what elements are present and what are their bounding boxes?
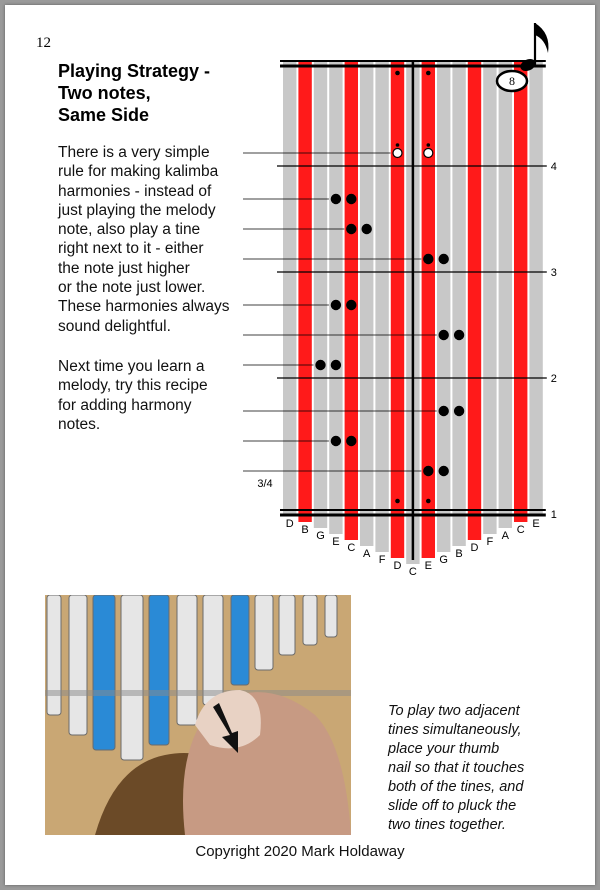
gray-tine <box>483 60 496 534</box>
caption-line: both of the tines, and <box>388 779 524 795</box>
text-line: notes. <box>58 415 101 433</box>
blue-tine <box>149 595 169 745</box>
note-dot <box>439 330 449 340</box>
text-line: rule for making kalimba <box>58 163 219 181</box>
gray-tine <box>314 60 327 528</box>
note-dot-small <box>395 499 400 504</box>
text-line: These harmonies always <box>58 298 230 316</box>
tine-note-label: D <box>393 560 402 572</box>
tine-note-label: D <box>470 542 479 554</box>
silver-tine <box>325 595 337 637</box>
silver-tine <box>303 595 317 645</box>
note-dot <box>439 466 449 476</box>
text-line: for adding harmony <box>58 396 192 414</box>
note-dot-small <box>395 71 400 76</box>
note-dot <box>454 330 464 340</box>
silver-tine <box>177 595 197 725</box>
tine-note-label: E <box>424 560 432 572</box>
text-line: melody, try this recipe <box>58 377 208 395</box>
eighth-note-flag <box>535 23 548 53</box>
gray-tine <box>452 60 465 546</box>
text-line: or the note just lower. <box>58 279 206 297</box>
note-dot <box>346 300 356 310</box>
gray-tine <box>375 60 388 552</box>
text-line: note, also play a tine <box>58 221 201 239</box>
tine-note-label: E <box>332 536 340 548</box>
note-count-label: 8 <box>509 74 515 88</box>
title-line: Same Side <box>58 105 150 125</box>
tine-note-label: C <box>347 542 356 554</box>
gray-tine <box>329 60 342 534</box>
tine-note-label: F <box>378 554 386 566</box>
thumb-technique-photo <box>45 595 351 835</box>
note-dot <box>331 360 341 370</box>
tine-note-label: A <box>363 548 371 560</box>
text-line: There is a very simple <box>58 144 210 161</box>
silver-tine <box>47 595 61 715</box>
gray-tine <box>360 60 373 546</box>
measure-number: 3 <box>550 267 557 279</box>
measure-number: 2 <box>550 373 557 385</box>
tine-note-label: F <box>486 536 494 548</box>
tine-note-label: C <box>516 524 525 536</box>
tine-note-label: B <box>455 548 463 560</box>
tine-note-label: G <box>439 554 448 566</box>
text-line: the note just higher <box>58 259 190 277</box>
open-note <box>393 149 402 158</box>
note-dot <box>454 406 464 416</box>
measure-number: 4 <box>550 161 557 173</box>
title-line: Playing Strategy - <box>58 61 211 81</box>
red-tine <box>391 60 404 558</box>
gray-tine <box>437 60 450 552</box>
gray-tine <box>529 60 542 516</box>
note-dot <box>331 300 341 310</box>
red-tine <box>298 60 311 522</box>
silver-tine <box>279 595 295 655</box>
note-dot <box>439 254 449 264</box>
tine-note-label: C <box>408 566 417 578</box>
note-dot <box>346 436 356 446</box>
text-line: right next to it - either <box>58 240 204 258</box>
caption-line: nail so that it touches <box>388 760 525 776</box>
kalimba-tablature <box>5 5 595 585</box>
note-dot <box>423 254 433 264</box>
silver-tine <box>69 595 87 735</box>
time-signature: 3/4 <box>257 478 273 490</box>
text-line: harmonies - instead of <box>58 182 212 200</box>
page-number: 12 <box>36 35 51 51</box>
note-dot <box>362 224 372 234</box>
blue-tine <box>93 595 115 750</box>
note-dot <box>423 466 433 476</box>
tine-note-label: D <box>285 518 294 530</box>
tine-note-label: B <box>301 524 309 536</box>
silver-tine <box>121 595 143 760</box>
text-line: just playing the melody <box>58 201 216 219</box>
caption-line: two tines together. <box>388 817 506 833</box>
gray-tine <box>283 60 296 516</box>
gray-tine <box>499 60 512 528</box>
text-line: Next time you learn a <box>58 358 205 375</box>
blue-tine <box>231 595 249 685</box>
caption-line: place your thumb <box>388 741 500 757</box>
open-note <box>424 149 433 158</box>
tine-note-label: A <box>501 530 509 542</box>
book-page <box>5 5 595 885</box>
caption-line: To play two adjacent <box>388 703 520 719</box>
tine-note-label: G <box>316 530 325 542</box>
title-line: Two notes, <box>58 83 151 103</box>
note-dot <box>331 194 341 204</box>
note-dot <box>346 224 356 234</box>
photo-caption <box>388 702 588 835</box>
red-tine <box>468 60 481 540</box>
tine-note-label: E <box>532 518 540 530</box>
note-dot <box>346 194 356 204</box>
silver-tine <box>203 595 223 705</box>
note-dot-small <box>427 143 431 147</box>
caption-line: slide off to pluck the <box>388 798 517 814</box>
note-dot-small <box>426 499 431 504</box>
red-tine <box>422 60 435 558</box>
note-dot-small <box>426 71 431 76</box>
copyright: Copyright 2020 Mark Holdaway <box>195 843 405 860</box>
note-dot <box>331 436 341 446</box>
note-dot-small <box>396 143 400 147</box>
note-dot <box>315 360 325 370</box>
bridge-bar <box>45 690 351 696</box>
silver-tine <box>255 595 273 670</box>
measure-number: 1 <box>550 509 557 521</box>
red-tine <box>514 60 527 522</box>
caption-line: tines simultaneously, <box>388 722 522 738</box>
note-dot <box>439 406 449 416</box>
text-line: sound delightful. <box>58 317 171 335</box>
